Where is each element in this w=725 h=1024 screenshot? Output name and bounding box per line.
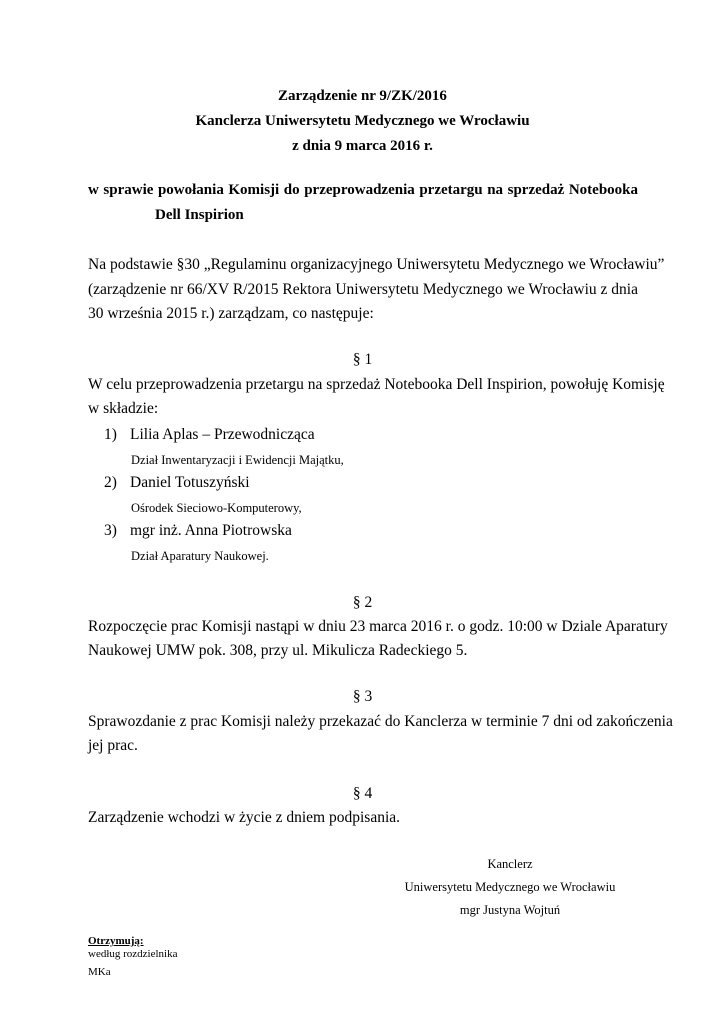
document-title: Zarządzenie nr 9/ZK/2016	[278, 88, 447, 104]
section-2-line-2: Naukowej UMW pok. 308, przy ul. Mikulicza Radeckiego 5.	[88, 642, 468, 659]
preamble-line-2: (zarządzenie nr 66/XV R/2015 Rektora Uniwersytetu Medycznego we Wrocławiu z dnia	[88, 281, 638, 298]
member-1	[0, 426, 725, 448]
author-initials: MKa	[88, 966, 111, 978]
section-3-heading: § 3	[352, 688, 373, 705]
recipients-label: Otrzymują:	[88, 935, 144, 947]
member-3-name: mgr inż. Anna Piotrowska	[130, 522, 292, 539]
section-4-line-1: Zarządzenie wchodzi w życie z dniem podpisania.	[88, 809, 401, 826]
member-3-unit: Dział Aparatury Naukowej.	[131, 549, 269, 563]
member-1-number: 1)	[104, 426, 117, 443]
document-issuer: Kanclerza Uniwersytetu Medycznego we Wrocławiu	[195, 113, 530, 129]
member-2-name: Daniel Totuszyński	[130, 474, 250, 491]
member-1-unit: Dział Inwentaryzacji i Ewidencji Majątku,	[131, 453, 344, 467]
member-2-number: 2)	[104, 474, 117, 491]
member-2-unit: Ośrodek Sieciowo-Komputerowy,	[131, 501, 302, 515]
section-1-line-1: W celu przeprowadzenia przetargu na sprzedaż Notebooka Dell Inspirion, powołuję Komisję	[88, 376, 665, 393]
signature-title: Kanclerz	[487, 857, 533, 871]
section-3-line-2: jej prac.	[88, 737, 138, 754]
section-3-line-1: Sprawozdanie z prac Komisji należy przekazać do Kanclerza w terminie 7 dni od zakończenia	[88, 713, 673, 730]
signature-name: mgr Justyna Wojtuń	[459, 903, 561, 917]
document-date: z dnia 9 marca 2016 r.	[292, 138, 433, 154]
section-1-line-2: w składzie:	[88, 400, 159, 417]
section-1-heading: § 1	[352, 351, 373, 368]
member-3-number: 3)	[104, 522, 117, 539]
subject-line-1: w sprawie powołania Komisji do przeprowadzenia przetargu na sprzedaż Notebooka	[88, 182, 638, 198]
preamble-line-1: Na podstawie §30 „Regulaminu organizacyjnego Uniwersytetu Medycznego we Wrocławiu”	[88, 256, 665, 273]
member-1-name: Lilia Aplas – Przewodnicząca	[130, 426, 315, 443]
section-2-line-1: Rozpoczęcie prac Komisji nastąpi w dniu 23 marca 2016 r. o godz. 10:00 w Dziale Aparatury	[88, 618, 668, 635]
member-2	[0, 474, 725, 496]
member-3	[0, 522, 725, 544]
section-4-heading: § 4	[352, 785, 373, 802]
section-2-heading: § 2	[352, 594, 373, 611]
subject-line-2: Dell Inspirion	[155, 207, 244, 223]
recipients-text: według rozdzielnika	[88, 948, 178, 960]
preamble-line-3: 30 września 2015 r.) zarządzam, co następuje:	[88, 305, 374, 322]
signature-institution: Uniwersytetu Medycznego we Wrocławiu	[404, 880, 616, 894]
